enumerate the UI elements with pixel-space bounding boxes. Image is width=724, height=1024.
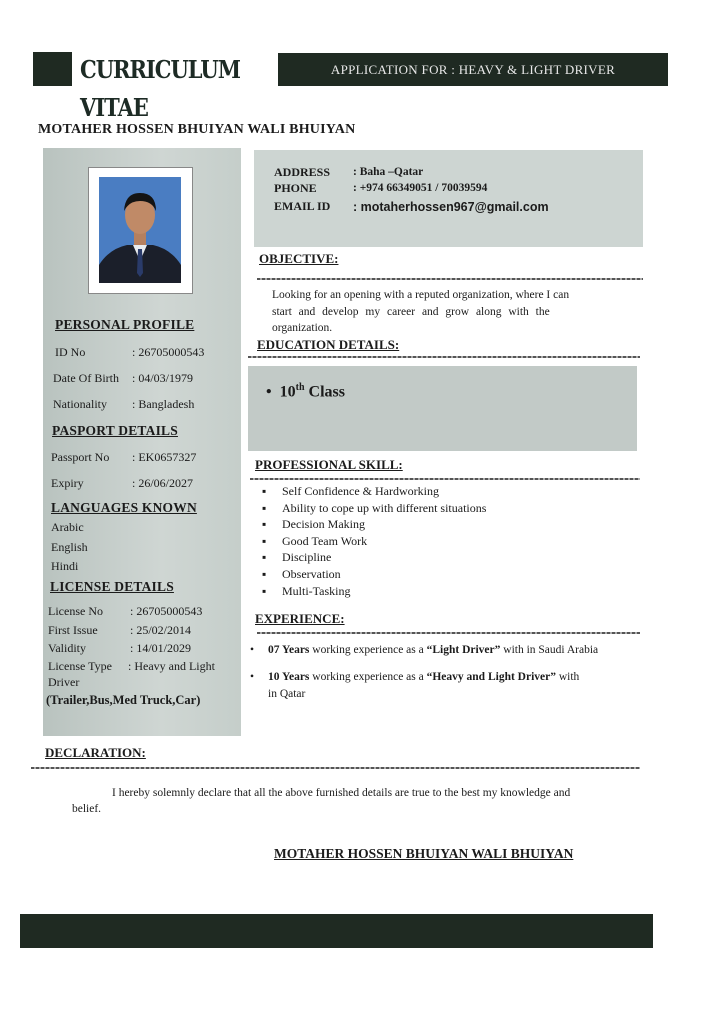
header-left-block	[33, 52, 73, 86]
objective-rule	[257, 278, 643, 280]
bullet-icon: •	[250, 644, 255, 656]
experience-role: “Light Driver”	[426, 644, 501, 656]
validity-label: Validity	[48, 641, 86, 655]
dob-value: : 04/03/1979	[132, 371, 194, 385]
candidate-name: MOTAHER HOSSEN BHUIYAN WALI BHUIYAN	[38, 122, 356, 137]
experience-text: working experience as a	[309, 644, 427, 656]
objective-heading: OBJECTIVE:	[259, 251, 339, 266]
bullet-icon: ▪	[262, 484, 267, 498]
skill-text: Decision Making	[282, 517, 365, 532]
education-box	[248, 366, 637, 451]
skill-text: Good Team Work	[282, 533, 368, 548]
license-no-value: : 26705000543	[130, 604, 203, 618]
profile-photo	[99, 177, 181, 283]
footer-bar	[20, 914, 653, 948]
first-issue-label: First Issue	[48, 623, 98, 637]
declaration-heading: DECLARATION:	[45, 745, 146, 760]
dob-label: Date Of Birth	[53, 371, 119, 385]
declaration-rule	[31, 767, 640, 769]
skill-text: Multi-Tasking	[282, 583, 351, 598]
language-item: Hindi	[51, 559, 79, 573]
language-item: English	[51, 540, 88, 554]
skill-item	[262, 566, 486, 583]
education-grade-suffix: th	[295, 382, 305, 393]
email-label: EMAIL ID	[274, 199, 331, 213]
objective-line: organization.	[272, 322, 333, 334]
education-heading: EDUCATION DETAILS:	[257, 337, 400, 352]
experience-text: with	[555, 671, 580, 683]
license-type-label: License Type	[48, 659, 112, 673]
skill-text: Self Confidence & Hardworking	[282, 484, 439, 498]
email-value: : motaherhossen967@gmail.com	[353, 200, 549, 214]
declaration-line: I hereby solemnly declare that all the above furnished details are true to the best my knowledge and	[112, 787, 571, 799]
application-title: APPLICATION FOR : HEAVY & LIGHT DRIVER	[330, 62, 616, 77]
experience-item	[250, 671, 579, 683]
license-no-label: License No	[48, 604, 103, 618]
experience-heading: EXPERIENCE:	[255, 611, 345, 626]
license-vehicles: (Trailer,Bus,Med Truck,Car)	[46, 693, 201, 707]
language-item: Arabic	[51, 520, 84, 534]
address-label: ADDRESS	[274, 165, 331, 179]
nationality-label: Nationality	[53, 397, 107, 411]
license-type-cont: Driver	[48, 675, 80, 689]
skill-text: Observation	[282, 566, 341, 581]
nationality-value: : Bangladesh	[132, 397, 195, 411]
skill-item	[262, 483, 486, 500]
bullet-icon: ▪	[262, 566, 267, 581]
skill-item	[262, 549, 486, 566]
experience-item	[250, 644, 598, 656]
passport-no-label: Passport No	[51, 450, 110, 464]
experience-years: 10 Years	[268, 671, 310, 683]
skill-item	[262, 583, 486, 600]
phone-label: PHONE	[274, 181, 317, 195]
objective-line: Looking for an opening with a reputed organization, where I can	[272, 289, 570, 301]
skill-text: Discipline	[282, 550, 332, 565]
skill-item	[262, 533, 486, 550]
passport-heading: PASPORT DETAILS	[52, 423, 178, 438]
license-heading: LICENSE DETAILS	[50, 579, 174, 594]
bullet-icon: •	[266, 383, 272, 401]
declaration-line: belief.	[72, 803, 102, 815]
bullet-icon: •	[250, 671, 255, 683]
experience-text: with in Saudi Arabia	[500, 644, 599, 656]
cv-title: CURRICULUM VITAE	[72, 51, 278, 89]
bullet-icon: ▪	[262, 517, 267, 532]
expiry-label: Expiry	[51, 476, 84, 490]
address-value: : Baha –Qatar	[353, 166, 424, 178]
education-grade: 10	[279, 383, 296, 401]
personal-profile-heading: PERSONAL PROFILE	[55, 317, 195, 332]
experience-rule	[257, 632, 640, 634]
skills-rule	[250, 478, 640, 480]
experience-text-cont: in Qatar	[268, 688, 306, 700]
skills-list	[262, 483, 486, 599]
bullet-icon: ▪	[262, 500, 267, 515]
id-label: ID No	[55, 345, 86, 359]
languages-heading: LANGUAGES KNOWN	[51, 500, 197, 515]
skill-item	[262, 516, 486, 533]
experience-role: “Heavy and Light Driver”	[426, 671, 556, 683]
bullet-icon: ▪	[262, 533, 267, 548]
person-photo-icon	[99, 177, 181, 283]
first-issue-value: : 25/02/2014	[130, 623, 192, 637]
skill-text: Ability to cope up with different situations	[282, 500, 487, 515]
passport-no-value: : EK0657327	[132, 450, 197, 464]
education-class: Class	[304, 383, 345, 401]
skills-heading: PROFESSIONAL SKILL:	[255, 457, 403, 472]
bullet-icon: ▪	[262, 583, 267, 598]
objective-line: start and develop my career and grow along with the	[272, 306, 550, 318]
experience-text: working experience as a	[309, 671, 427, 683]
validity-value: : 14/01/2029	[130, 641, 192, 655]
license-type-value: : Heavy and Light	[128, 659, 215, 673]
id-value: : 26705000543	[132, 345, 205, 359]
expiry-value: : 26/06/2027	[132, 476, 194, 490]
phone-value: : +974 66349051 / 70039594	[353, 182, 488, 194]
signature-name: MOTAHER HOSSEN BHUIYAN WALI BHUIYAN	[274, 846, 574, 861]
education-item	[266, 382, 345, 401]
education-rule	[248, 356, 640, 358]
skill-item	[262, 500, 486, 517]
experience-years: 07 Years	[268, 644, 310, 656]
bullet-icon: ▪	[262, 550, 267, 565]
